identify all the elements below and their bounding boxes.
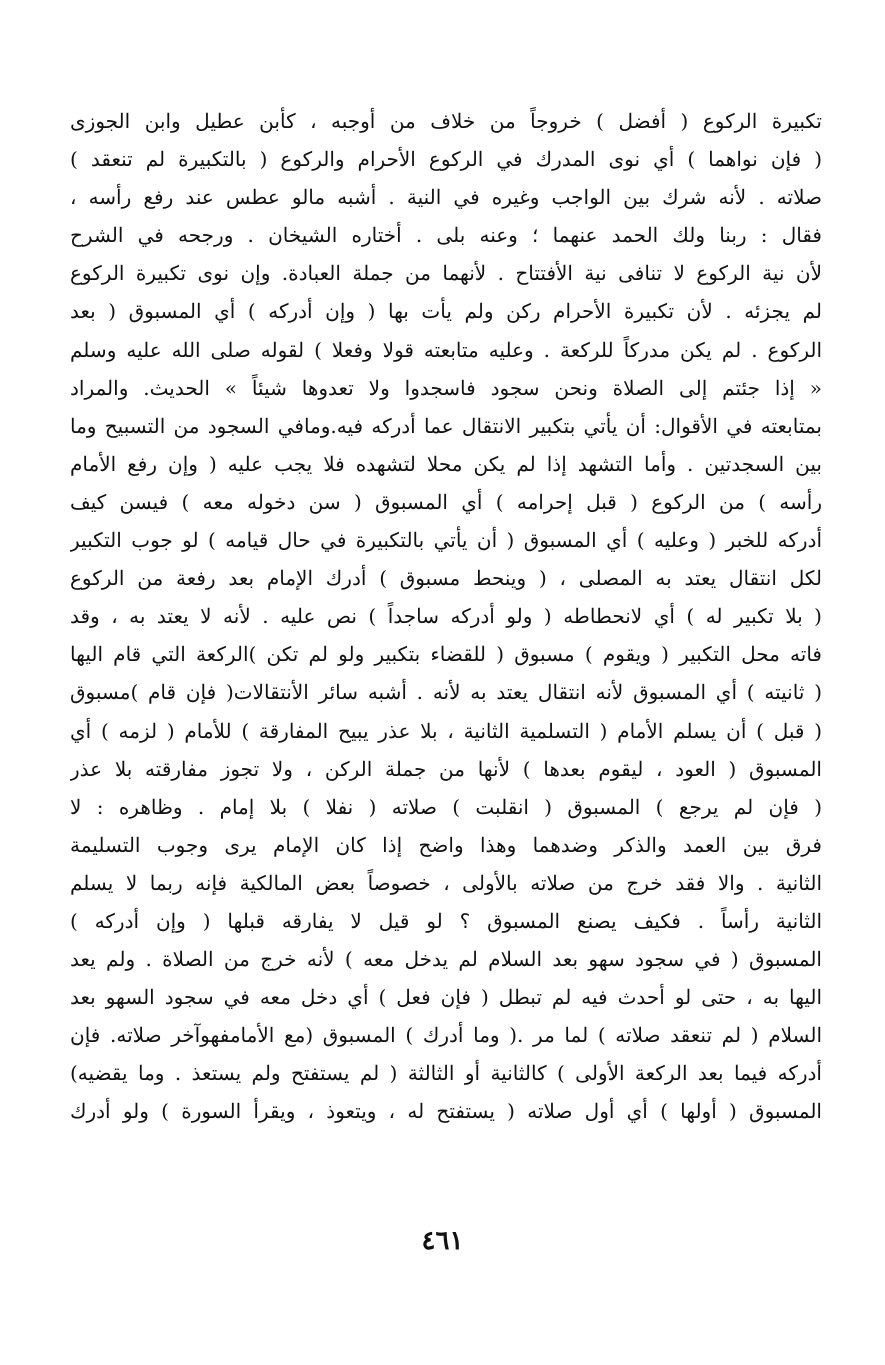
text-line-11: رأسه ) من الركوع ( قبل إحرامه ) أي المسبوق ( سن دخوله معه ) فيسن كيف [70,489,822,514]
text-line-8: « إذا جئتم إلى الصلاة ونحن سجود فاسجدوا ولا تعدوها شيئاً » الحديث. والمراد [70,375,822,400]
text-line-19: ( فإن لم يرجع ) المسبوق ( انقلبت ) صلاته ( نفلا ) بلا إمام . وظاهره : لا [70,794,822,819]
text-line-24: اليها به ، حتى لو أحدث فيه لم تبطل ( فإن فعل ) أي دخل معه في سجود السهو بعد [70,985,822,1010]
text-line-16: ( ثانيته ) أي المسبوق لأنه انتقال يعتد به لأنه . أشبه سائر الأنتقالات( فإن قام )مسبوق [70,680,822,705]
text-line-23: المسبوق ( في سجود سهو بعد السلام لم يدخل معه ) لأنه خرج من الصلاة . ولم يعد [70,947,822,972]
text-line-15: فاته محل التكبير ( ويقوم ) مسبوق ( للقضاء بتكبير ولو لم تكن )الركعة التي قام اليها [70,642,822,667]
text-line-7: الركوع . لم يكن مدركاً للركعة . وعليه متابعته قولا وفعلا ) لقوله صلى الله عليه وسلم [70,337,822,362]
page-number: ٤٦١ [421,1226,464,1256]
text-line-20: فرق بين العمد والذكر وضدهما وهذا واضح إذا كان الإمام يرى وجوب التسليمة [70,832,822,857]
text-line-1: تكبيرة الركوع ( أفضل ) خروجاً من خلاف من أوجبه ، كأبن عطيل وابن الجوزى [70,109,822,133]
text-line-9: بمتابعته في الأقوال: أن يأتي بتكبير الانتقال عما أدركه فيه.ومافي السجود من التسبيح وما [70,413,822,438]
text-line-4: فقال : ربنا ولك الحمد عنهما ؛ وعنه بلى . أختاره الشيخان . ورجحه في الشرح [70,223,822,248]
text-line-6: لم يجزئه . لأن تكبيرة الأحرام ركن ولم يأت بها ( وإن أدركه ) أي المسبوق ( بعد [70,299,822,324]
text-line-17: ( قبل ) أن يسلم الأمام ( التسلمية الثانية ، بلا عذر يبيح المفارقة ) للأمام ( لزمه ) أي [70,718,822,743]
text-line-21: الثانية . والا فقد خرج من صلاته بالأولى ، خصوصاً بعض المالكية فإنه ربما لا يسلم [70,870,822,895]
text-line-25: السلام ( لم تنعقد صلاته ) لما مر .( وما أدرك ) المسبوق (مع الأمامفهوآخر صلاته. فإن [70,1023,822,1048]
text-line-10: بين السجدتين . وأما التشهد إذا لم يكن محلا لتشهده فلا يجب عليه ( وإن رفع الأمام [70,451,822,476]
text-line-2: ( فإن نواهما ) أي نوى المدرك في الركوع الأحرام والركوع ( بالتكبيرة لم تنعقد ) [70,147,822,172]
text-line-18: المسبوق ( العود ، ليقوم بعدها ) لأنها من جملة الركن ، ولا تجوز مفارقته بلا عذر [70,756,822,781]
text-line-14: ( بلا تكبير له ) أي لانحطاطه ( ولو أدركه ساجداً ) نص عليه . لأنه لا يعتد به ، وقد [70,604,822,629]
text-line-27: المسبوق ( أولها ) أي أول صلاته ( يستفتح له ، ويتعوذ ، ويقرأ السورة ) ولو أدرك [70,1099,822,1124]
text-line-22: الثانية رأساً . فكيف يصنع المسبوق ؟ لو قيل لا يفارقه قبلها ( وإن أدركه ) [70,908,822,933]
text-line-13: لكل انتقال يعتد به المصلى ، ( وينحط مسبوق ) أدرك الإمام بعد رفعة من الركوع [70,566,822,591]
text-line-12: أدركه للخبر ( وعليه ) أي المسبوق ( أن يأتي بالتكبيرة في حال قيامه ) لو جوب التكبير [70,528,822,553]
text-line-26: أدركه فيما بعد الركعة الأولى ) كالثانية أو الثالثة ( لم يستفتح ولم يستعذ . وما يقضيه) [70,1061,822,1086]
main-text [70,102,822,1131]
text-line-3: صلاته . لأنه شرك بين الواجب وغيره في النية . أشبه مالو عطس عند رفع رأسه ، [70,185,822,210]
text-line-5: لأن نية الركوع لا تنافى نية الأفتتاح . لأنهما من جملة العبادة. وإن نوى تكبيرة الركوع [70,261,822,286]
